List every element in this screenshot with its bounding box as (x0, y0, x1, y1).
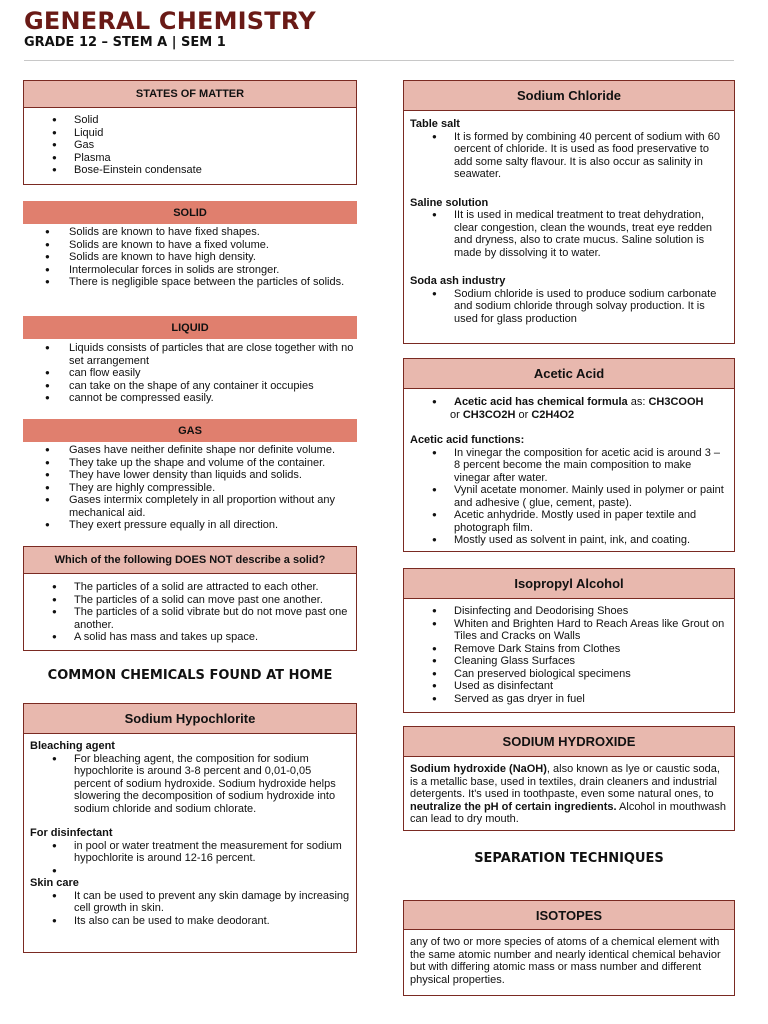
list-item: ● Served as gas dryer in fuel (454, 693, 728, 706)
list-item: ● Solids are known to have a fixed volume. (23, 239, 357, 252)
list-item: ● Solids are known to have high density. (23, 251, 357, 264)
acetic-acid-title: Acetic Acid (404, 359, 734, 389)
list-item: ● Gases intermix completely in all proportion without any mechanical aid. (23, 494, 357, 519)
gas-list (23, 444, 357, 532)
list-item: ● It is formed by combining 40 percent of sodium with 60 oercent of chloride. It is used as food preservative to add some salty flavour. It is also occur as salinity in seawater. (454, 131, 728, 181)
list-item: ● Whiten and Brighten Hard to Reach Areas like Grout on Tiles and Cracks on Walls (454, 618, 728, 643)
list-item: ● In vinegar the composition for acetic acid is around 3 – 8 percent become the main composition to make vinegar after water. (454, 447, 728, 485)
sodium-chloride-box (403, 80, 735, 344)
liquid-list (23, 342, 357, 405)
list-item: ● It can be used to prevent any skin damage by increasing cell growth in skin. (74, 890, 350, 915)
list-item: ● The particles of a solid vibrate but do not move past one another. (74, 606, 350, 631)
list-item: ● cannot be compressed easily. (23, 392, 357, 405)
list-item: ● Bose-Einstein condensate (74, 164, 350, 177)
list-item: ● Acetic anhydride. Mostly used in paper textile and photograph film. (454, 509, 728, 534)
sodium-hypochlorite-title: Sodium Hypochlorite (24, 704, 356, 734)
question-box (23, 546, 357, 651)
page-title: GENERAL CHEMISTRY (24, 7, 316, 35)
acetic-functions-list (410, 447, 728, 547)
isopropyl-uses-list (410, 605, 728, 705)
list-item: ● They exert pressure equally in all direction. (23, 519, 357, 532)
list-item: ● Remove Dark Stains from Clothes (454, 643, 728, 656)
disinfectant-list (30, 840, 350, 865)
sodium-hypochlorite-box (23, 703, 357, 953)
list-item: ● Plasma (74, 152, 350, 165)
skin-care-label: Skin care (30, 877, 79, 889)
acetic-functions-label: Acetic acid functions: (410, 434, 525, 446)
saline-solution-list (410, 209, 728, 259)
gas-band: GAS (23, 419, 357, 442)
list-item: ● Can preserved biological specimens (454, 668, 728, 681)
list-item: ● The particles of a solid can move past one another. (74, 594, 350, 607)
saline-solution-label: Saline solution (410, 196, 489, 209)
list-item: ● They take up the shape and volume of the container. (23, 457, 357, 470)
list-item: ● Cleaning Glass Surfaces (454, 655, 728, 668)
list-item: ● Gas (74, 139, 350, 152)
skin-care-list (30, 890, 350, 928)
list-item: ● IIt is used in medical treatment to treat dehydration, clear congestion, clean the wounds, treat eye redden and dryness, also to crate mucus. Saline solution is made by dissolving it to water. (454, 209, 728, 259)
table-salt-label: Table salt (410, 118, 460, 130)
list-item: ● Its also can be used to make deodorant. (74, 915, 350, 928)
list-item: ● A solid has mass and takes up space. (74, 631, 350, 644)
list-item: ● can take on the shape of any container it occupies (23, 380, 357, 393)
list-item: ● For bleaching agent, the composition for sodium hypochlorite is around 3-8 percent and 0,01-0,05 percent of sodium hydroxide. Sodium hydroxide helps slowering the decomposition of sodium hydroxide into sodium chloride and sodium chlorate. (74, 753, 350, 816)
disinfectant-label: For disinfectant (30, 827, 113, 839)
isotopes-definition: any of two or more species of atoms of a chemical element with the same atomic number and nearly identical chemical behavior but with differing atomic mass or mass number and different physical properties. (410, 936, 721, 986)
list-item: ● They are highly compressible. (23, 482, 357, 495)
list-item: ● Intermolecular forces in solids are stronger. (23, 264, 357, 277)
soda-ash-label: Soda ash industry (410, 275, 506, 287)
states-list (30, 114, 350, 177)
list-item: ● Liquid (74, 127, 350, 140)
isotopes-box (403, 900, 735, 996)
separation-techniques-heading: SEPARATION TECHNIQUES (474, 851, 664, 866)
isotopes-title: ISOTOPES (404, 901, 734, 930)
list-item: ● can flow easily (23, 367, 357, 380)
list-item: ● Liquids consists of particles that are close together with no set arrangement (23, 342, 357, 367)
list-item: ● The particles of a solid are attracted to each other. (74, 581, 350, 594)
states-of-matter-title: STATES OF MATTER (24, 81, 356, 108)
solid-list (23, 226, 357, 289)
question-options (30, 581, 350, 644)
list-item: ● Gases have neither definite shape nor definite volume. (23, 444, 357, 457)
isopropyl-alcohol-box (403, 568, 735, 713)
common-chemicals-heading: COMMON CHEMICALS FOUND AT HOME (47, 668, 333, 683)
solid-band: SOLID (23, 201, 357, 224)
page-subtitle: GRADE 12 – STEM A | SEM 1 (24, 35, 226, 50)
list-item: ● in pool or water treatment the measurement for sodium hypochlorite is around 12-16 percent. (74, 840, 350, 865)
soda-ash-list (410, 288, 728, 326)
list-item: ● Used as disinfectant (454, 680, 728, 693)
list-item: ● Sodium chloride is used to produce sodium carbonate and sodium chloride through solvay production. It is used for glass production (454, 288, 728, 326)
empty-list-item (74, 865, 350, 878)
acetic-acid-box (403, 358, 735, 552)
question-title: Which of the following DOES NOT describe a solid? (24, 547, 356, 574)
list-item: ● They have lower density than liquids and solids. (23, 469, 357, 482)
list-item: ● Solid (74, 114, 350, 127)
list-item: ● Mostly used as solvent in paint, ink, and coating. (454, 534, 728, 547)
header-divider (24, 60, 734, 61)
bleaching-agent-list (30, 753, 350, 816)
sodium-hydroxide-title: SODIUM HYDROXIDE (404, 727, 734, 757)
list-item: ● Disinfecting and Deodorising Shoes (454, 605, 728, 618)
isopropyl-alcohol-title: Isopropyl Alcohol (404, 569, 734, 599)
states-of-matter-box (23, 80, 357, 185)
list-item: ● Vynil acetate monomer. Mainly used in polymer or paint and adhesive ( glue, cement, paste). (454, 484, 728, 509)
sodium-chloride-title: Sodium Chloride (404, 81, 734, 111)
liquid-band: LIQUID (23, 316, 357, 339)
list-item: ● There is negligible space between the particles of solids. (23, 276, 357, 289)
table-salt-list (410, 131, 728, 181)
list-item: ● Solids are known to have fixed shapes. (23, 226, 357, 239)
bleaching-agent-label: Bleaching agent (30, 740, 115, 752)
empty-bullet (30, 865, 350, 878)
acetic-formula-item: ● Acetic acid has chemical formula as: CH3COOH or CH3CO2H or C2H4O2 (454, 396, 728, 421)
sodium-hydroxide-paragraph: Sodium hydroxide (NaOH), also known as lye or caustic soda, is a metallic base, used in textiles, drain cleaners and industrial detergents. It's used in toothpaste, even some natural ones, to neutralize the pH of certain ingredients. Alcohol in mouthwash can lead to dry mouth. (410, 763, 727, 825)
sodium-hydroxide-box (403, 726, 735, 831)
